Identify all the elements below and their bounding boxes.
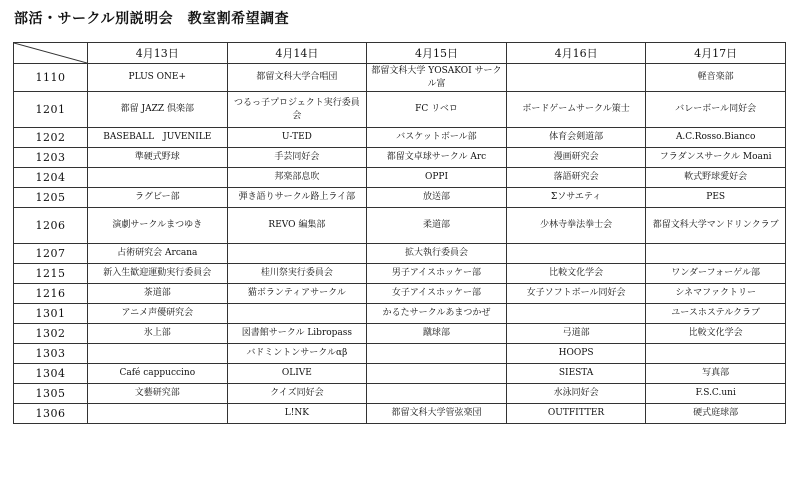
- document-title: 部活・サークル別説明会 教室割希望調査: [14, 11, 290, 27]
- club-cell: [506, 64, 646, 92]
- club-cell: フラダンスサークル Moani: [646, 148, 786, 168]
- club-cell: 準硬式野球: [88, 148, 228, 168]
- table-row: [14, 92, 786, 128]
- club-cell: [88, 404, 228, 424]
- room-number: 1302: [14, 324, 88, 344]
- table-row: [14, 284, 786, 304]
- club-cell: L!NK: [227, 404, 367, 424]
- club-cell: 都留文卓球サークル Arc: [367, 148, 507, 168]
- club-cell: 氷上部: [88, 324, 228, 344]
- club-cell: [506, 304, 646, 324]
- date-header: 4月15日: [367, 43, 507, 64]
- club-cell: 図書館サークル Libropass: [227, 324, 367, 344]
- date-header: 4月13日: [88, 43, 228, 64]
- club-cell: 比較文化学会: [506, 264, 646, 284]
- club-cell: バレーボール同好会: [646, 92, 786, 128]
- club-cell: 女子アイスホッケー部: [367, 284, 507, 304]
- club-cell: 都留 JAZZ 倶楽部: [88, 92, 228, 128]
- table-row: [14, 208, 786, 244]
- table-row: [14, 64, 786, 92]
- club-cell: 桂川祭実行委員会: [227, 264, 367, 284]
- club-cell: Café cappuccino: [88, 364, 228, 384]
- club-cell: OPPI: [367, 168, 507, 188]
- club-cell: [88, 344, 228, 364]
- date-header: 4月14日: [227, 43, 367, 64]
- room-number: 1206: [14, 208, 88, 244]
- room-number: 1202: [14, 128, 88, 148]
- club-cell: 落語研究会: [506, 168, 646, 188]
- room-number: 1201: [14, 92, 88, 128]
- table-row: [14, 324, 786, 344]
- club-cell: シネマファクトリー: [646, 284, 786, 304]
- room-number: 1205: [14, 188, 88, 208]
- club-cell: [646, 244, 786, 264]
- club-cell: 硬式庭球部: [646, 404, 786, 424]
- club-cell: HOOPS: [506, 344, 646, 364]
- club-cell: ワンダーフォーゲル部: [646, 264, 786, 284]
- club-cell: [367, 364, 507, 384]
- club-cell: 女子ソフトボール同好会: [506, 284, 646, 304]
- club-cell: 軽音楽部: [646, 64, 786, 92]
- club-cell: [367, 384, 507, 404]
- club-cell: 茶道部: [88, 284, 228, 304]
- club-cell: 拡大執行委員会: [367, 244, 507, 264]
- club-cell: 占術研究会 Arcana: [88, 244, 228, 264]
- room-number: 1216: [14, 284, 88, 304]
- club-cell: OUTFITTER: [506, 404, 646, 424]
- room-schedule-table: [13, 42, 786, 424]
- club-cell: バスケットボール部: [367, 128, 507, 148]
- room-number: 1305: [14, 384, 88, 404]
- date-header: 4月17日: [646, 43, 786, 64]
- room-number: 1306: [14, 404, 88, 424]
- club-cell: 男子アイスホッケー部: [367, 264, 507, 284]
- club-cell: [227, 244, 367, 264]
- date-header: 4月16日: [506, 43, 646, 64]
- room-number: 1203: [14, 148, 88, 168]
- table-row: [14, 128, 786, 148]
- club-cell: 都留文科大学マンドリンクラブ: [646, 208, 786, 244]
- club-cell: 文藝研究部: [88, 384, 228, 404]
- table-row: [14, 148, 786, 168]
- club-cell: ラグビー部: [88, 188, 228, 208]
- club-cell: 蹴球部: [367, 324, 507, 344]
- club-cell: 猫ボランティアサークル: [227, 284, 367, 304]
- club-cell: 新入生歓迎運動実行委員会: [88, 264, 228, 284]
- club-cell: アニメ声優研究会: [88, 304, 228, 324]
- table-row: [14, 404, 786, 424]
- room-number: 1110: [14, 64, 88, 92]
- club-cell: 比較文化学会: [646, 324, 786, 344]
- club-cell: Σソサエティ: [506, 188, 646, 208]
- room-number: 1215: [14, 264, 88, 284]
- table-row: [14, 364, 786, 384]
- club-cell: バドミントンサークルαβ: [227, 344, 367, 364]
- table-body: [14, 64, 786, 424]
- table-row: [14, 168, 786, 188]
- club-cell: A.C.Rosso.Bianco: [646, 128, 786, 148]
- club-cell: [646, 344, 786, 364]
- club-cell: [227, 304, 367, 324]
- table-row: [14, 188, 786, 208]
- club-cell: U-TED: [227, 128, 367, 148]
- club-cell: PES: [646, 188, 786, 208]
- club-cell: [367, 344, 507, 364]
- table-row: [14, 304, 786, 324]
- table-row: [14, 344, 786, 364]
- club-cell: 手芸同好会: [227, 148, 367, 168]
- club-cell: 弾き語りサークル路上ライ部: [227, 188, 367, 208]
- header-row: [14, 43, 786, 64]
- club-cell: 演劇サークルまつゆき: [88, 208, 228, 244]
- table-row: [14, 244, 786, 264]
- club-cell: 放送部: [367, 188, 507, 208]
- club-cell: FC リベロ: [367, 92, 507, 128]
- table-row: [14, 384, 786, 404]
- club-cell: 漫画研究会: [506, 148, 646, 168]
- club-cell: ボードゲームサークル策士: [506, 92, 646, 128]
- corner-cell: [14, 43, 88, 64]
- club-cell: OLIVE: [227, 364, 367, 384]
- club-cell: F.S.C.uni: [646, 384, 786, 404]
- club-cell: 都留文科大学 YOSAKOI サークル富: [367, 64, 507, 92]
- club-cell: つるっ子プロジェクト実行委員会: [227, 92, 367, 128]
- club-cell: 写真部: [646, 364, 786, 384]
- club-cell: BASEBALL JUVENILE: [88, 128, 228, 148]
- club-cell: 弓道部: [506, 324, 646, 344]
- club-cell: かるたサークルあまつかぜ: [367, 304, 507, 324]
- room-number: 1303: [14, 344, 88, 364]
- club-cell: PLUS ONE+: [88, 64, 228, 92]
- club-cell: [506, 244, 646, 264]
- club-cell: 軟式野球愛好会: [646, 168, 786, 188]
- club-cell: 都留文科大学管弦楽団: [367, 404, 507, 424]
- club-cell: SIESTA: [506, 364, 646, 384]
- club-cell: クイズ同好会: [227, 384, 367, 404]
- club-cell: 少林寺拳法拳士会: [506, 208, 646, 244]
- club-cell: 邦楽部息吹: [227, 168, 367, 188]
- table-row: [14, 264, 786, 284]
- club-cell: 水泳同好会: [506, 384, 646, 404]
- club-cell: REVO 編集部: [227, 208, 367, 244]
- room-number: 1301: [14, 304, 88, 324]
- club-cell: 体育会剣道部: [506, 128, 646, 148]
- club-cell: [88, 168, 228, 188]
- room-number: 1204: [14, 168, 88, 188]
- club-cell: ユースホステルクラブ: [646, 304, 786, 324]
- room-number: 1304: [14, 364, 88, 384]
- diagonal-line: [14, 43, 87, 63]
- club-cell: 都留文科大学合唱団: [227, 64, 367, 92]
- room-number: 1207: [14, 244, 88, 264]
- club-cell: 柔道部: [367, 208, 507, 244]
